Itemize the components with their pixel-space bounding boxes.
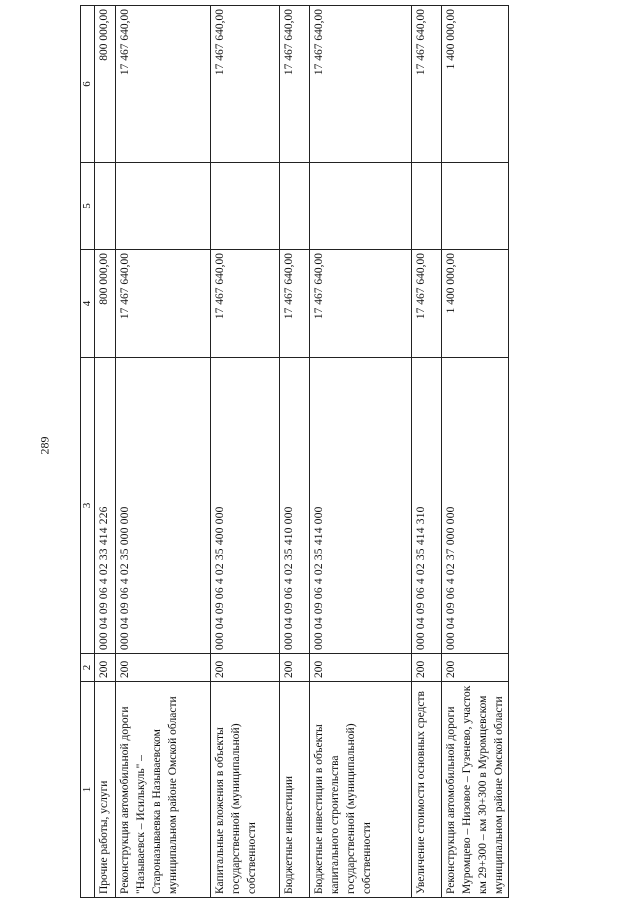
table-row <box>412 6 442 898</box>
row-code: 000 04 09 06 4 02 35 414 310 <box>412 358 442 654</box>
row-value-6: 800 000,00 <box>95 6 116 163</box>
row-value-6: 1 400 000,00 <box>442 6 509 163</box>
row-code: 000 04 09 06 4 02 35 400 000 <box>211 358 280 654</box>
column-header: 6 <box>81 6 95 163</box>
column-header: 4 <box>81 250 95 358</box>
header-row <box>81 6 95 898</box>
row-value-6: 17 467 640,00 <box>412 6 442 163</box>
row-name: Бюджетные инвестиции <box>280 682 310 898</box>
row-code: 000 04 09 06 4 02 35 414 000 <box>310 358 412 654</box>
page-number: 289 <box>37 436 52 455</box>
table-row <box>95 6 116 898</box>
row-name: Реконструкция автомобильной дороги "Называевск – Исилькуль" – Староназываевка в Называевском муниципальном районе Омской области <box>116 682 211 898</box>
row-value-4: 1 400 000,00 <box>442 250 509 358</box>
table-row <box>211 6 280 898</box>
row-name: Бюджетные инвестиции в объекты капитального строительства государственной (муниципальной) собственности <box>310 682 412 898</box>
row-type: 200 <box>310 654 412 682</box>
row-type: 200 <box>116 654 211 682</box>
row-value-6: 17 467 640,00 <box>116 6 211 163</box>
row-code: 000 04 09 06 4 02 35 000 000 <box>116 358 211 654</box>
row-value-6: 17 467 640,00 <box>310 6 412 163</box>
row-value-5 <box>310 163 412 250</box>
row-code: 000 04 09 06 4 02 37 000 000 <box>442 358 509 654</box>
row-value-4: 17 467 640,00 <box>211 250 280 358</box>
row-value-6: 17 467 640,00 <box>280 6 310 163</box>
budget-table <box>80 5 509 898</box>
row-type: 200 <box>412 654 442 682</box>
row-value-5 <box>116 163 211 250</box>
rotated-table-container <box>80 6 506 898</box>
row-value-4: 17 467 640,00 <box>412 250 442 358</box>
table-row <box>116 6 211 898</box>
row-type: 200 <box>95 654 116 682</box>
row-value-5 <box>442 163 509 250</box>
table-row <box>280 6 310 898</box>
row-code: 000 04 09 06 4 02 33 414 226 <box>95 358 116 654</box>
row-value-5 <box>211 163 280 250</box>
row-value-4: 17 467 640,00 <box>310 250 412 358</box>
row-code: 000 04 09 06 4 02 35 410 000 <box>280 358 310 654</box>
row-type: 200 <box>280 654 310 682</box>
row-value-4: 17 467 640,00 <box>280 250 310 358</box>
row-value-4: 800 000,00 <box>95 250 116 358</box>
row-name: Реконструкция автомобильной дороги Муромцево – Низовое – Гузенево, участок км 29+300 – км 30+300 в Муромцевском муниципальном районе Омской области <box>442 682 509 898</box>
table-row <box>442 6 509 898</box>
column-header: 1 <box>81 682 95 898</box>
row-type: 200 <box>211 654 280 682</box>
column-header: 3 <box>81 358 95 654</box>
row-name: Увеличение стоимости основных средств <box>412 682 442 898</box>
table-row <box>310 6 412 898</box>
column-header: 5 <box>81 163 95 250</box>
row-value-6: 17 467 640,00 <box>211 6 280 163</box>
column-header: 2 <box>81 654 95 682</box>
row-value-5 <box>95 163 116 250</box>
row-name: Прочие работы, услуги <box>95 682 116 898</box>
row-value-5 <box>280 163 310 250</box>
row-type: 200 <box>442 654 509 682</box>
row-value-5 <box>412 163 442 250</box>
row-name: Капитальные вложения в объекты государственной (муниципальной) собственности <box>211 682 280 898</box>
row-value-4: 17 467 640,00 <box>116 250 211 358</box>
